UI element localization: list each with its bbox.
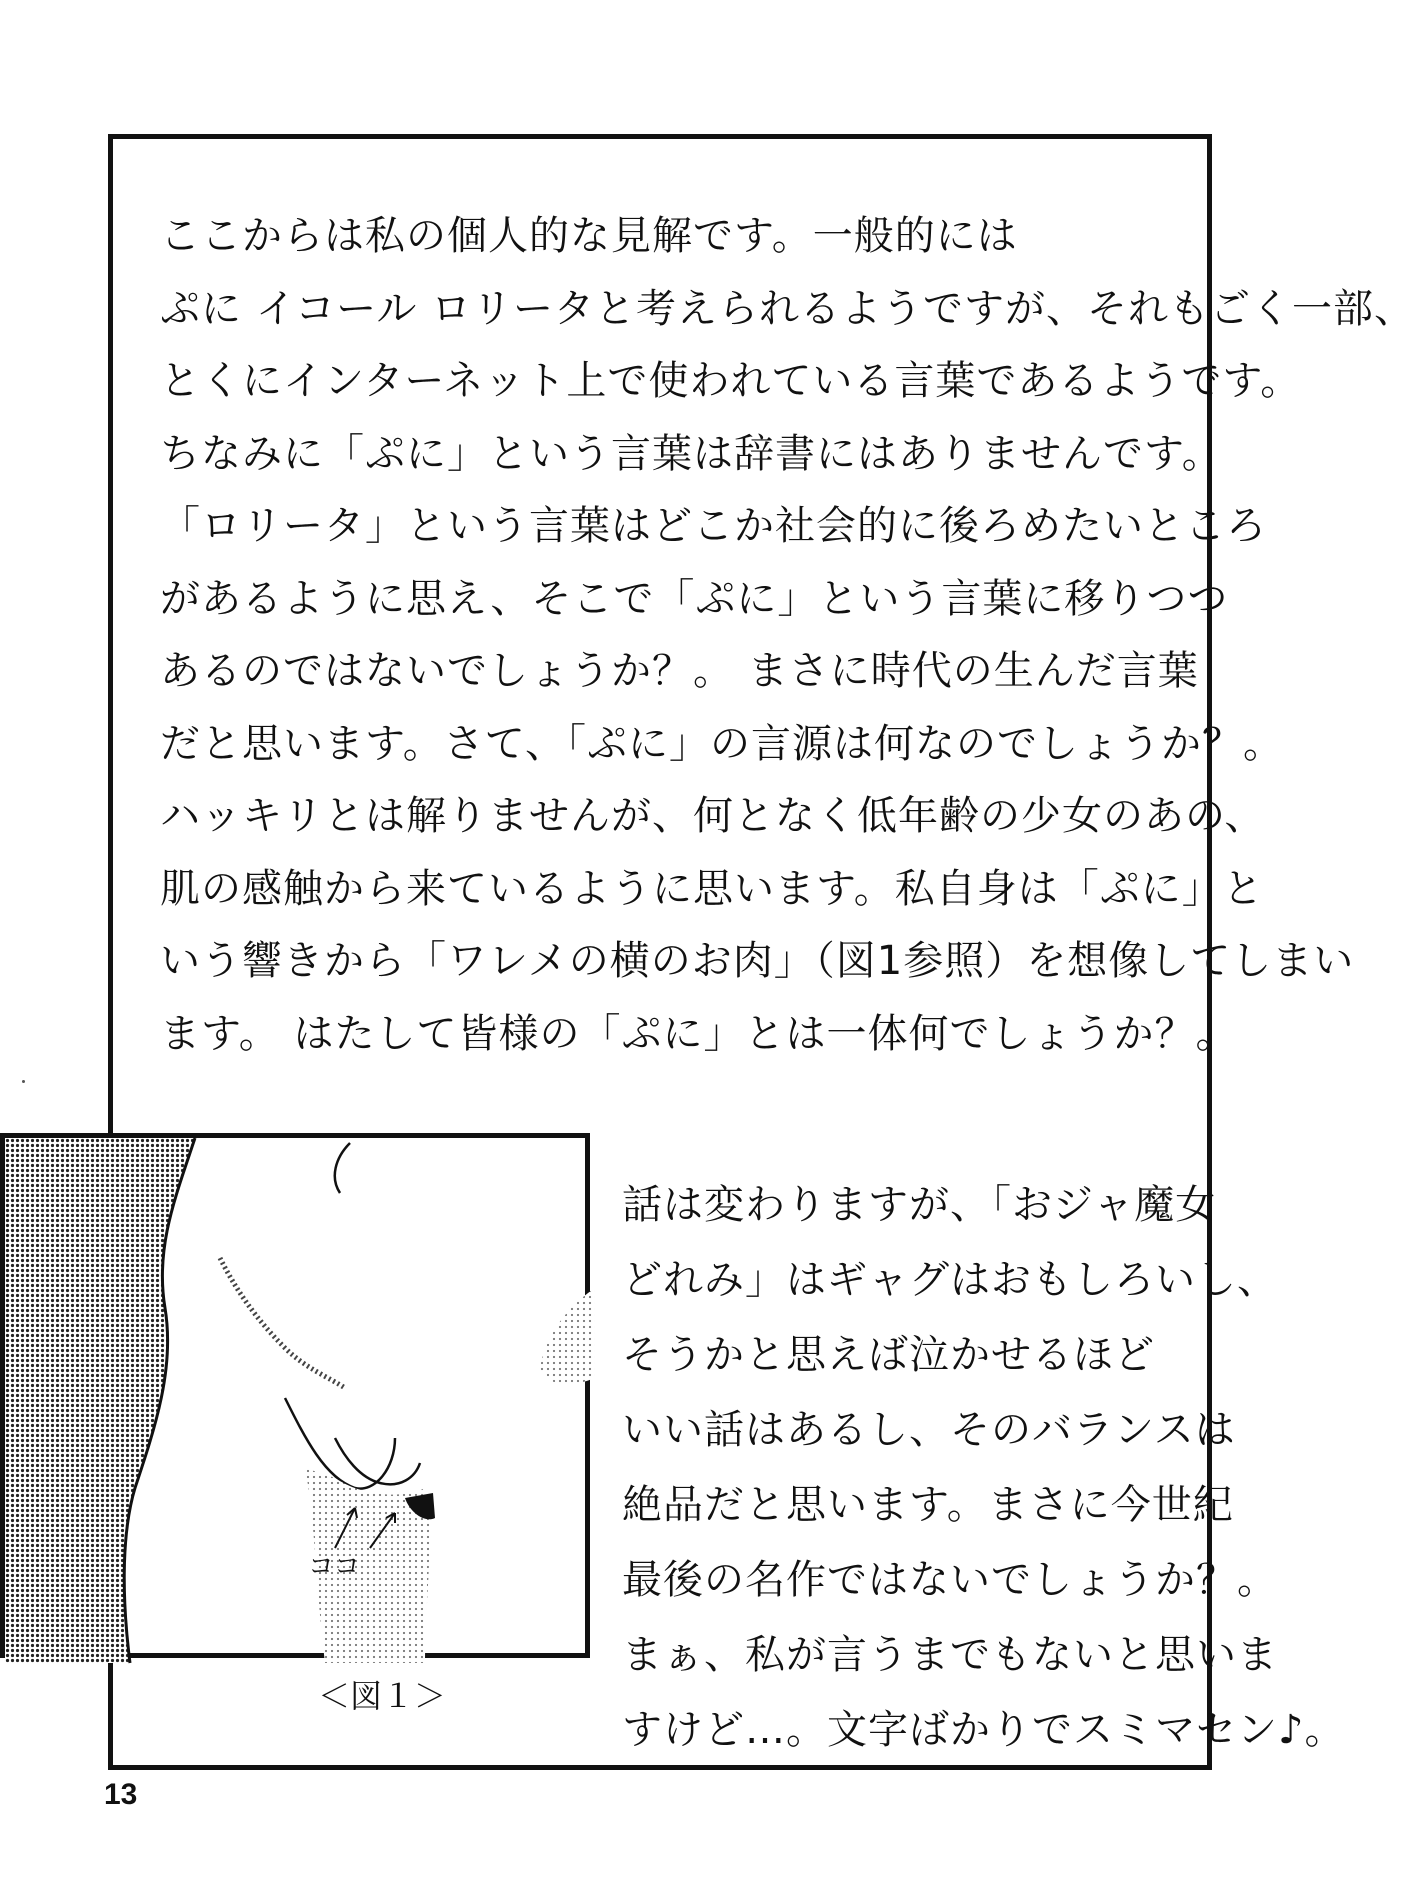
main-essay (160, 200, 1415, 1070)
essay-line: とくにインターネット上で使われている言葉であるようです。 (160, 358, 1302, 404)
side-line: 最後の名作ではないでしょうか？。 (622, 1557, 1278, 1603)
screentone-right (540, 1288, 595, 1385)
page-number: 13 (104, 1778, 138, 1811)
essay-line: ます。 はたして皆様の「ぷに」とは一体何でしょうか？。 (160, 1010, 1237, 1057)
side-line: すけど…。文字ばかりでスミマセン♪。 (622, 1707, 1346, 1753)
essay-line: 「ロリータ」という言葉はどこか社会的に後ろめたいところ (160, 503, 1267, 549)
essay-line: だと思います。さて、「ぷに」の言源は何なのでしょうか？。 (160, 720, 1284, 767)
side-line: そうかと思えば泣かせるほど (622, 1332, 1155, 1378)
figure-drawing (5, 1138, 595, 1663)
side-line: いい話はあるし、そのバランスは (622, 1407, 1236, 1453)
side-line: 話は変わりますが、「おジャ魔女 (622, 1182, 1217, 1228)
essay-line: いう響きから「ワレメの横のお肉」（図1参照）を想像してしまい (160, 938, 1355, 984)
shading-stroke (220, 1258, 345, 1388)
essay-line: あるのではないでしょうか？。 まさに時代の生んだ言葉 (160, 648, 1199, 694)
essay-line: があるように思え、そこで「ぷに」という言葉に移りつつ (160, 575, 1229, 622)
figure-label: ココ (308, 1552, 361, 1582)
detail-curve (335, 1438, 420, 1484)
figure-caption: ＜図１＞ (318, 1677, 447, 1715)
stray-dot (22, 1080, 25, 1083)
side-essay (622, 1168, 1346, 1768)
figure-1-illustration (0, 1133, 590, 1658)
essay-line: 肌の感触から来ているように思います。私自身は「ぷに」と (160, 865, 1264, 912)
detail-curve (285, 1398, 395, 1489)
essay-line: ちなみに「ぷに」という言葉は辞書にはありませんです。 (160, 430, 1223, 477)
side-line: 絶品だと思います。まさに今世紀 (622, 1482, 1234, 1528)
side-line: まぁ、私が言うまでもないと思いま (622, 1632, 1278, 1678)
essay-line: ここからは私の個人的な見解です。一般的には (160, 213, 1018, 259)
screentone-background (5, 1138, 195, 1663)
navel-line (335, 1143, 350, 1193)
essay-line: ぷに イコール ロリータと考えられるようですが、それもごく一部、 (160, 285, 1415, 332)
essay-line: ハッキリとは解りませんが、何となく低年齢の少女のあの、 (160, 793, 1266, 839)
side-line: どれみ」はギャグはおもしろいし、 (622, 1257, 1278, 1303)
